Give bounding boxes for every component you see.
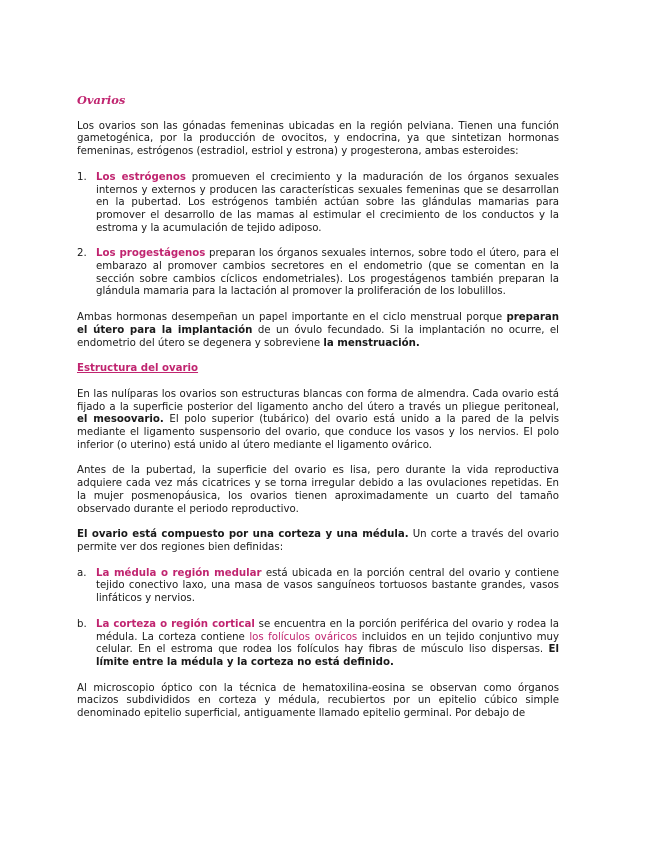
text-run: Ambas hormonas desempeñan un papel importante en el ciclo menstrual porque — [77, 312, 507, 324]
page-title: Ovarios — [77, 93, 126, 107]
bold-run: El límite entre la médula y la corteza no está definido. — [96, 644, 559, 668]
link-foliculos-ovaricos[interactable]: los folículos ováricos — [249, 631, 358, 643]
paragraph-nuliparas — [77, 389, 559, 453]
list-item-body — [96, 248, 559, 299]
paragraph-compuesto — [77, 529, 559, 554]
text-run: de un óvulo fecundado. Si la implantación no ocurre, el endometrio del útero se degenera y sobreviene — [77, 324, 559, 349]
document-content — [77, 94, 559, 734]
term-estrogenos: Los estrógenos — [96, 171, 186, 183]
list-item-body — [96, 568, 559, 606]
text-run: Un corte a través del ovario permite ver dos regiones bien definidas: — [77, 529, 559, 553]
bold-run: El ovario está compuesto por una corteza y una médula. — [77, 529, 409, 541]
list-item-medula — [77, 568, 559, 606]
list-item-corteza — [77, 619, 559, 670]
estrogenos-text: promueven el crecimiento y la maduración de los órganos sexuales internos y externos y producen las características sexuales femeninas que se desarrollan en la pubertad. Los estrógenos también actúan sobre las glándulas mamarias para promover el desarrollo de las mamas al estimular el crecimiento de los conductos y la estroma y la acumulación de tejido adiposo. — [96, 171, 559, 234]
bold-run: preparan el útero para la implantación — [77, 312, 559, 336]
paragraph-microscopio: Al microscopio óptico con la técnica de hematoxilina-eosina se observan como órganos macizos subdivididos en corteza y médula, recubiertos por un epitelio cúbico simple denominado epitelio superficial, antiguamente llamado epitelio germinal. Por debajo de — [77, 682, 559, 720]
text-run: se encuentra en la porción periférica del ovario y rodea la médula. La corteza contiene — [96, 618, 559, 643]
list-item-body — [96, 172, 559, 236]
list-marker: 2. — [77, 248, 87, 260]
list-marker: a. — [77, 567, 87, 579]
bold-run: el mesoovario. — [77, 414, 164, 426]
text-run: El polo superior (tubárico) del ovario está unido a la pared de la pelvis mediante el ligamento suspensorio del ovario, que conduce los vasos y los nervios. El polo inferior (o uterino) está unido al útero mediante el ligamento ovárico. — [77, 414, 560, 451]
section-title-estructura: Estructura del ovario — [77, 363, 199, 375]
list-marker: 1. — [77, 171, 87, 183]
bold-run: la menstruación. — [323, 337, 420, 349]
paragraph-ambas-hormonas — [77, 312, 559, 350]
list-marker: b. — [77, 618, 87, 630]
paragraph-pubertad: Antes de la pubertad, la superficie del ovario es lisa, pero durante la vida reproductiva adquiere cada vez más cicatrices y se torna irregular debido a las ovulaciones repetidas. En la mujer posmenopáusica, los ovarios tienen aproximadamente un cuarto del tamaño observado durante el periodo reproductivo. — [77, 465, 559, 515]
text-run: En las nulíparas los ovarios son estructuras blancas con forma de almendra. Cada ovario está fijado a la superficie posterior del ligamento ancho del útero a través un pliegue peritoneal, — [77, 388, 559, 413]
term-medula: La médula o región medular — [96, 567, 262, 579]
term-progestagenos: Los progestágenos — [96, 248, 206, 260]
list-item-estrogenos — [77, 172, 559, 236]
term-corteza: La corteza o región cortical — [96, 618, 255, 630]
list-item-body — [96, 619, 559, 670]
medula-text: está ubicada en la porción central del ovario y contiene tejido conectivo laxo, una masa de vasos sanguíneos tortuosos bastante grandes, vasos linfáticos y nervios. — [96, 567, 559, 605]
list-item-progestagenos — [77, 248, 559, 299]
intro-paragraph: Los ovarios son las gónadas femeninas ubicadas en la región pelviana. Tienen una función gametogénica, por la producción de ovocitos, y endocrina, ya que sintetizan hormonas femeninas, estrógenos (estradiol, estriol y estrona) y progesterona, ambas esteroides: — [77, 120, 559, 158]
text-run: incluidos en un tejido conjuntivo muy celular. En el estroma que rodea los folículos hay fibras de músculo liso dispersas. — [96, 631, 560, 656]
progestagenos-text: preparan los órganos sexuales internos, sobre todo el útero, para el embarazo al promover cambios secretores en el endometrio (que se comentan en la sección sobre cambios cíclicos endometriales). Los progestágenos también preparan la glándula mamaria para la lactación al promover la proliferación de los lobulillos. — [96, 248, 559, 298]
